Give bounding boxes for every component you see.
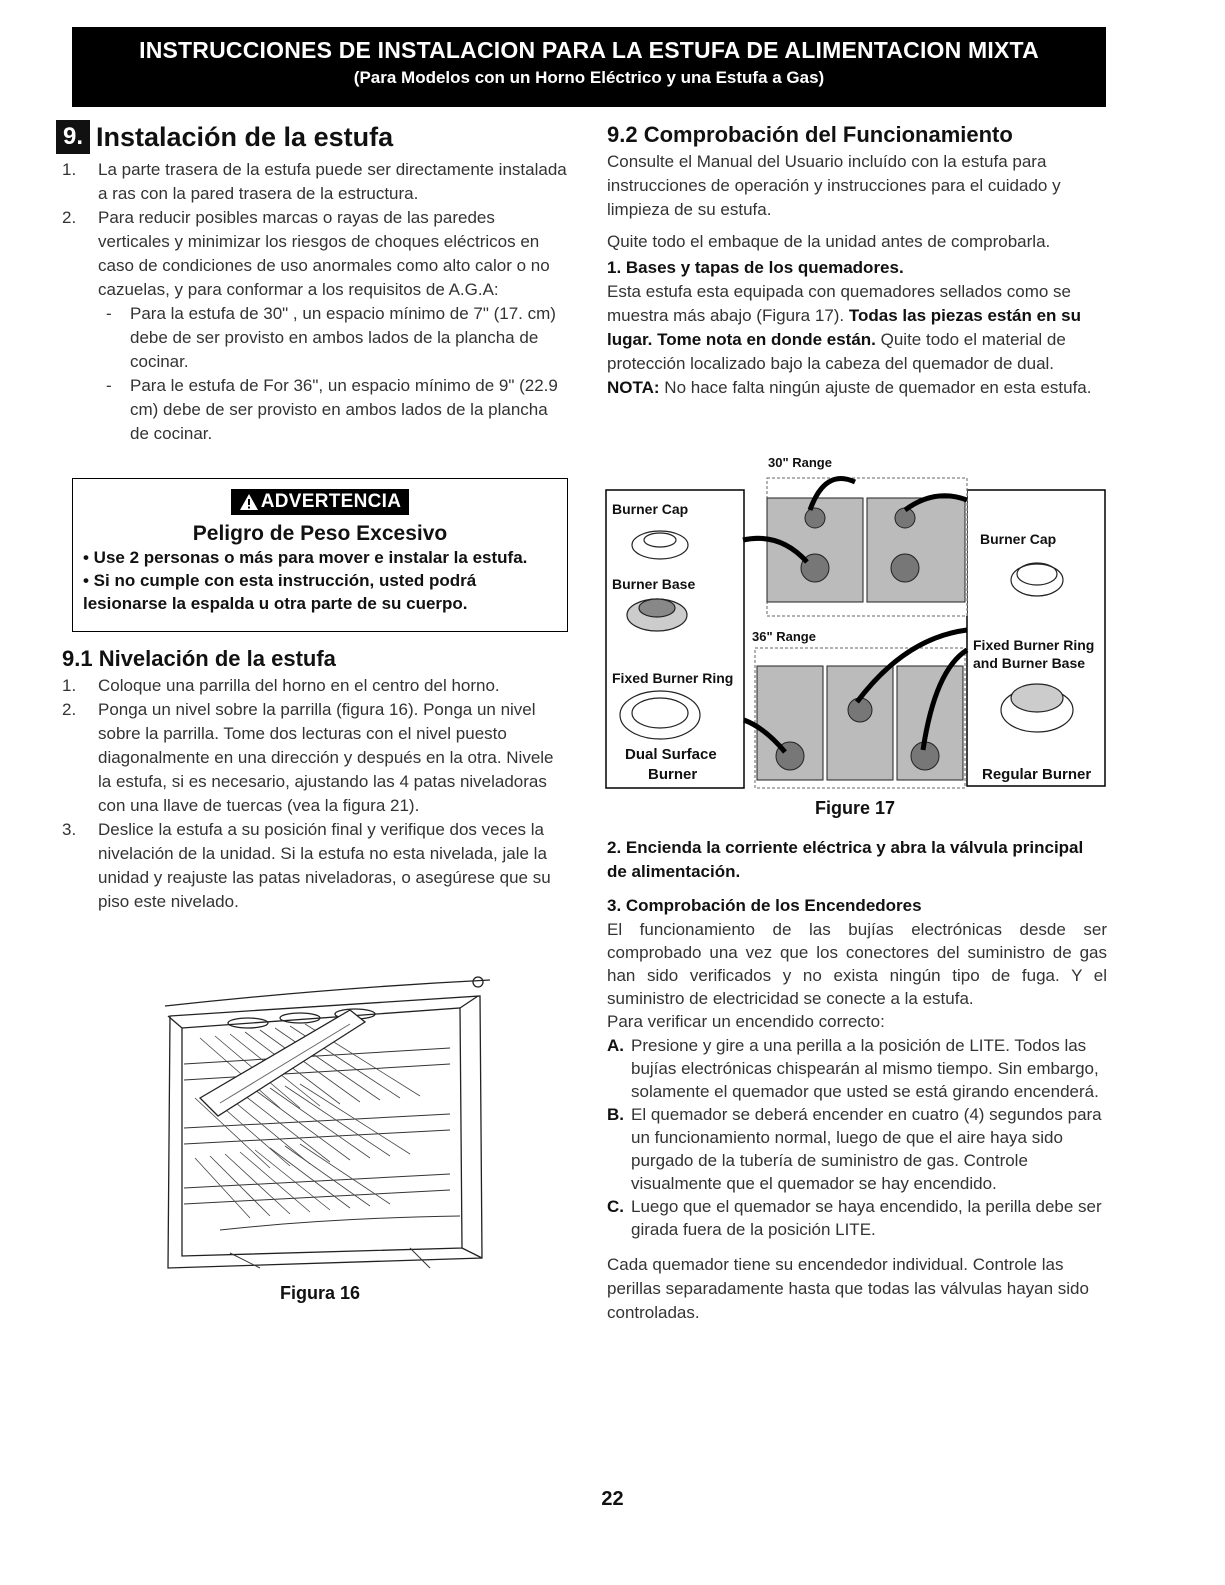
warning-badge-label: ADVERTENCIA — [260, 491, 402, 512]
section-9-1 — [62, 646, 570, 914]
list-item: - Para le estufa de For 36", un espacio mínimo de 9" (22.9 cm) debe de ser provisto en ambos lados de la plancha de cocinar. — [106, 376, 558, 443]
burner-cap-right-label: Burner Cap — [980, 531, 1057, 547]
warning-title: Peligro de Peso Excesivo — [192, 522, 448, 545]
section-9-list — [62, 158, 570, 302]
list-item: 3. Deslice la estufa a su posición final y verifique dos veces la nivelación de la unidad. Si la estufa no esta nivelada, jale la unidad y reajuste las patas niveladoras, o asegúrese que su piso este nivelado. — [62, 820, 551, 911]
warning-bullet: • Si no cumple con esta instrucción, usted podrá lesionarse la espalda u otra parte de su cuerpo. — [83, 571, 477, 613]
warning-box — [72, 478, 568, 632]
section-9-title: Instalación de la estufa — [96, 121, 394, 152]
warning-triangle-icon — [239, 493, 259, 511]
paragraph: Esta estufa esta equipada con quemadores sellados como se muestra más abajo (Figura 17). Todas las piezas están en su lugar. Tome nota en donde están. Quite todo el material de protección localizado bajo la cabeza del quemador de dual. NOTA: No hace falta ningún ajuste de quemador en esta estufa. — [607, 282, 1092, 397]
paragraph: Consulte el Manual del Usuario incluído con la estufa para instrucciones de operación y instrucciones para el cuidado y limpieza de su estufa. — [607, 152, 1061, 219]
section-9-2-continued — [607, 836, 1107, 1333]
section-number-badge: 9. — [56, 120, 90, 154]
burner-cap-left-label: Burner Cap — [612, 501, 689, 517]
list-item: - Para la estufa de 30" , un espacio mínimo de 7" (17. cm) debe de ser provisto en ambos lados de la plancha de cocinar. — [106, 304, 556, 371]
banner-subtitle: (Para Modelos con un Horno Eléctrico y una Estufa a Gas) — [353, 68, 825, 87]
list-item: B. El quemador se deberá encender en cuatro (4) segundos para un funcionamiento normal, luego de que el aire haya sido purgado de la tubería de suministro de gas. Controle visualmente que el quemador se hay encendido. — [607, 1105, 1102, 1193]
section-9-heading — [56, 120, 570, 154]
figure-16-caption: Figura 16 — [280, 1283, 361, 1303]
section-9-2 — [607, 122, 1107, 408]
list-item: A. Presione y gire a una perilla a la posición de LITE. Todos las bujías electrónicas chispearán al mismo tiempo. Sin embargo, solamente el quemador que usted se está girando encenderá. — [607, 1036, 1099, 1101]
figure-17-caption: Figure 17 — [815, 798, 896, 818]
alpha-list — [607, 1034, 1107, 1241]
left-column — [62, 120, 570, 446]
range-30-label: 30" Range — [768, 455, 832, 470]
dual-burner-label: Burner — [648, 766, 698, 783]
range-36-label: 36" Range — [752, 629, 816, 644]
warning-badge — [231, 489, 410, 515]
paragraph: Cada quemador tiene su encendedor individual. Controle las perillas separadamente hasta que todas las válvulas hayan sido controladas. — [607, 1255, 1089, 1322]
section-9-1-title: 9.1 Nivelación de la estufa — [62, 646, 336, 671]
section-9-2-title: 9.2 Comprobación del Funcionamiento — [607, 122, 1013, 147]
fixed-burner-ring-left-label: Fixed Burner Ring — [612, 670, 734, 686]
list-item: 2. Ponga un nivel sobre la parrilla (figura 16). Ponga un nivel sobre la parrilla. Tome dos lecturas con el nivel puesto diagonalmente en una dirección y después en la otra. Nivele la estufa, si es necesario, ajustando las 4 patas niveladoras con una llave de tuercas (vea la figura 21). — [62, 700, 554, 815]
page-number: 22 — [601, 1488, 624, 1510]
warning-bullet: • Use 2 personas o más para mover e instalar la estufa. — [83, 548, 528, 567]
step-heading: 1. Bases y tapas de los quemadores. — [607, 258, 904, 277]
list-item: 2. Para reducir posibles marcas o rayas de las paredes verticales y minimizar los riesgos de choques eléctricos en caso de condiciones de uso anormales como alto calor o no cazuelas, y para conformar a los requisitos de A.G.A: — [62, 208, 550, 299]
list-item: 1. La parte trasera de la estufa puede ser directamente instalada a ras con la pared trasera de la estructura. — [62, 160, 567, 203]
burner-base-label: Burner Base — [612, 576, 696, 592]
burner-base-right-label: and Burner Base — [973, 655, 1086, 671]
section-9-1-list — [62, 674, 570, 914]
figure-16-oven-illustration — [160, 968, 500, 1280]
paragraph: El funcionamiento de las bujías electrónicas desde ser comprobado una vez que los conectores del suministro de gas han sido verificados y no exista ningún tipo de fuga. Y el suministro de electricidad se conecte a la estufa. — [607, 920, 1107, 1008]
banner-title: INSTRUCCIONES DE INSTALACION PARA LA ESTUFA DE ALIMENTACION MIXTA — [139, 37, 1039, 63]
paragraph: Quite todo el embaque de la unidad antes de comprobarla. — [607, 232, 1051, 251]
step-heading: 2. Encienda la corriente eléctrica y abra la válvula principal de alimentación. — [607, 838, 1084, 881]
section-9-sublist — [62, 302, 570, 446]
list-item: C. Luego que el quemador se haya encendido, la perilla debe ser girada fuera de la posición LITE. — [607, 1197, 1102, 1239]
paragraph: Para verificar un encendido correcto: — [607, 1012, 885, 1031]
regular-burner-label: Regular Burner — [982, 766, 1092, 783]
dual-surface-label: Dual Surface — [625, 746, 717, 763]
step-heading: 3. Comprobación de los Encendedores — [607, 896, 922, 915]
header-banner — [72, 27, 1106, 107]
fixed-burner-ring-right-label: Fixed Burner Ring — [973, 637, 1095, 653]
list-item: 1. Coloque una parrilla del horno en el centro del horno. — [62, 676, 500, 695]
figure-17-illustration — [605, 470, 1107, 792]
